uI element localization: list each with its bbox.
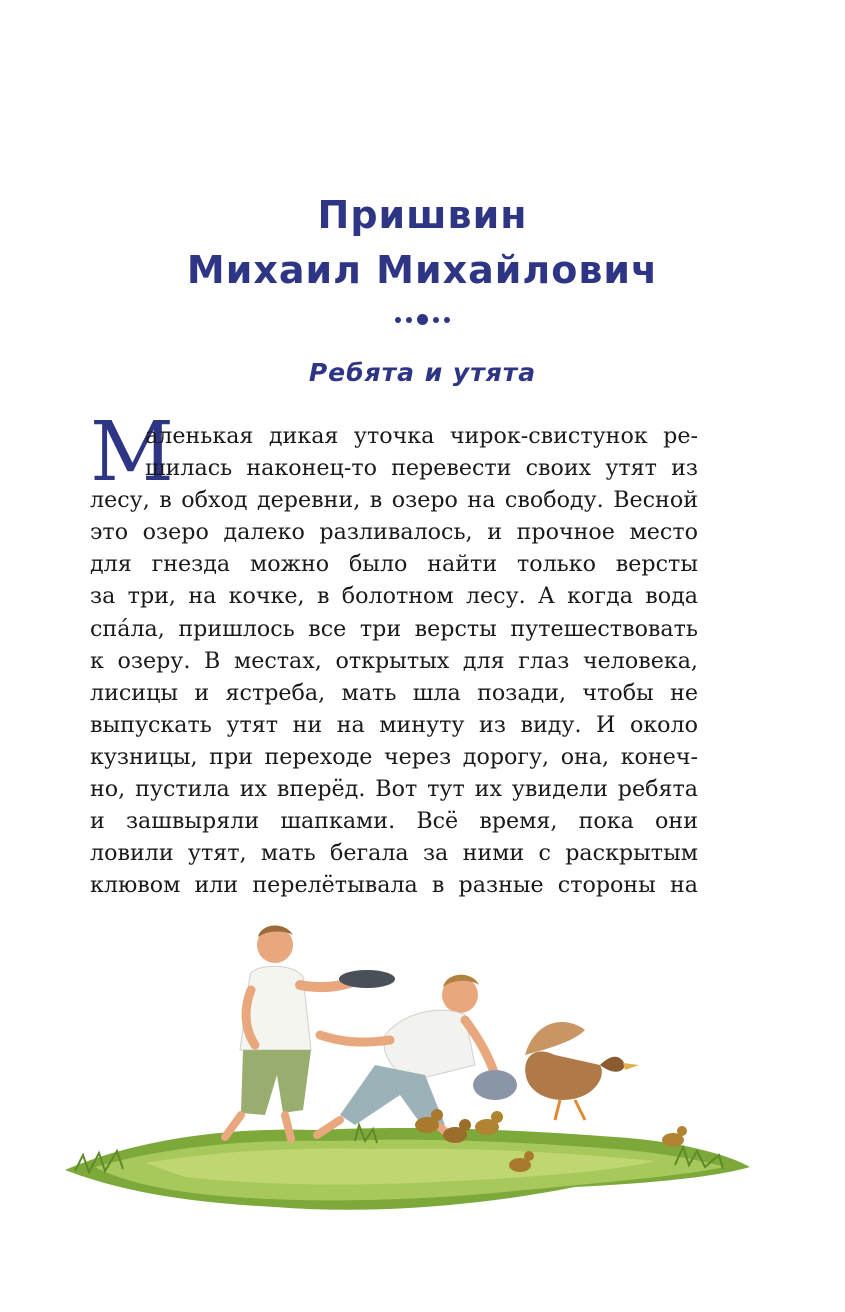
- divider-dot-large: [417, 314, 428, 325]
- drop-cap: М: [90, 405, 174, 500]
- text-line: но, пустила их вперёд. Вот тут их увидели ребята: [90, 776, 698, 803]
- boy-bending: [317, 975, 517, 1140]
- text-line: лисицы и ястреба, мать шла позади, чтобы не: [90, 679, 698, 706]
- text-line: ловили утят, мать бегала за ними с раскрытым: [90, 840, 698, 867]
- text-line: это озеро далеко разливалось, и прочное место: [90, 519, 698, 546]
- text-line: шилась наконец-то перевести своих утят из: [145, 455, 698, 482]
- boys-and-ducklings-illustration: [55, 915, 755, 1225]
- story-text: [90, 420, 698, 901]
- divider-dot: [395, 317, 401, 323]
- grass-meadow: [65, 1125, 750, 1210]
- text-line: спáла, пришлось все три версты путешествовать: [90, 615, 698, 642]
- text-line: для гнезда можно было найти только версты: [90, 551, 698, 578]
- divider-dot: [444, 317, 450, 323]
- text-line: лесу, в обход деревни, в озеро на свободу. Весной: [90, 487, 698, 514]
- mother-duck: [525, 1022, 639, 1120]
- divider-dot: [433, 317, 439, 323]
- author-first-name: Михаил Михайлович: [186, 248, 659, 292]
- divider-dot: [406, 317, 412, 323]
- text-line: к озеру. В местах, открытых для глаз человека,: [90, 647, 698, 674]
- text-line: аленькая дикая уточка чирок-свистунок ре-: [145, 423, 698, 449]
- text-line: за три, на кочке, в болотном лесу. А когда вода: [90, 583, 698, 610]
- text-line: выпускать утят ни на минуту из виду. И около: [90, 711, 698, 738]
- text-line: кузницы, при переходе через дорогу, она, конеч-: [90, 743, 698, 770]
- author-surname: Пришвин: [317, 193, 528, 237]
- text-line: и зашвыряли шапками. Всё время, пока они: [90, 808, 698, 835]
- title-divider: [0, 314, 845, 325]
- text-line: клювом или перелётывала в разные стороны на: [90, 872, 698, 899]
- story-title: Ребята и утята: [308, 358, 537, 387]
